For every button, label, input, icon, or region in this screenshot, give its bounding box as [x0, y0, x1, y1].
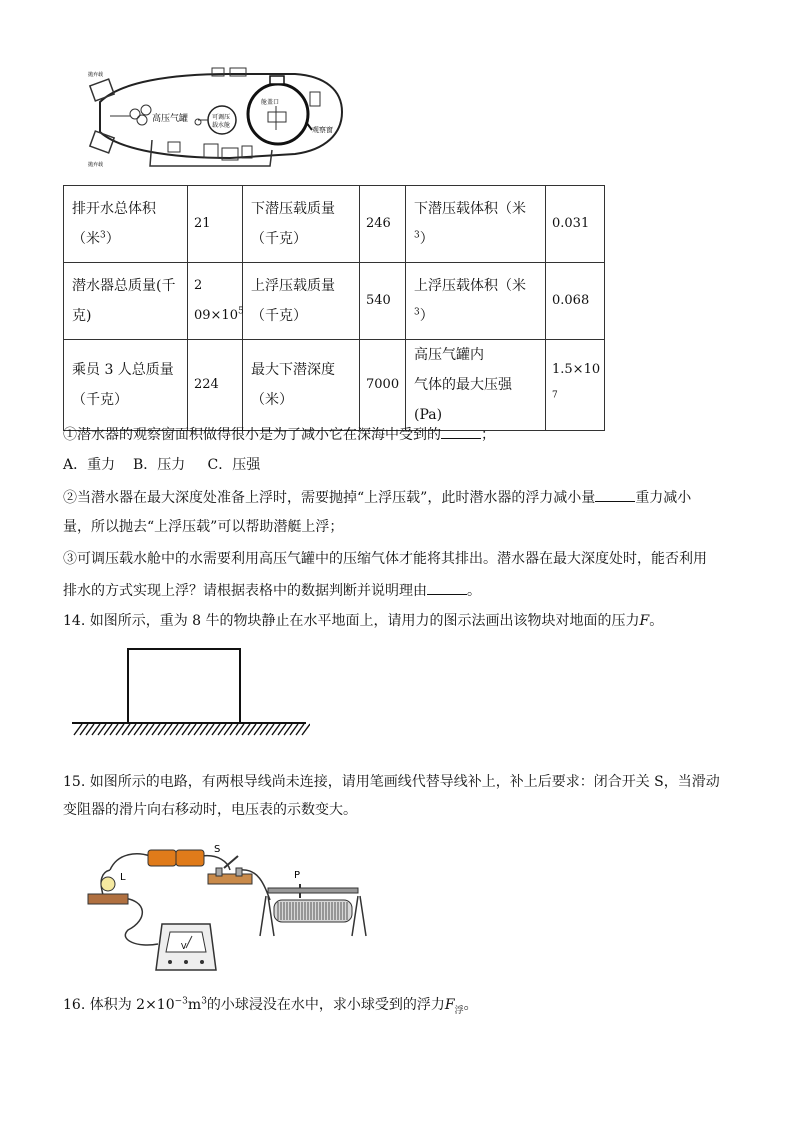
gas-tank-3 — [137, 115, 147, 125]
gas-tank-2 — [141, 105, 151, 115]
ballast-label-1: 可调压 — [212, 114, 231, 121]
table-cell: 上浮压载质量 （千克） — [243, 263, 360, 340]
table-cell: 潜水器总质量(千 克) — [64, 263, 188, 340]
table-cell: 上浮压载体积（米$^3$） — [406, 263, 546, 340]
q1-options — [63, 455, 260, 475]
ballast-label-2: 载水舱 — [212, 122, 231, 129]
table-cell: 2 $09\times 10^5$ — [188, 263, 243, 340]
label-s: S — [214, 844, 221, 855]
table-cell: 高压气罐内 气体的最大压强(Pa) — [406, 340, 546, 431]
gas-tank-1 — [130, 109, 140, 119]
option-a: A．重力 — [63, 457, 116, 473]
label-v: V — [181, 942, 187, 951]
table-row — [64, 186, 605, 263]
left-label-top: 抛弃载 — [88, 72, 104, 78]
table-row — [64, 263, 605, 340]
battery-cell — [148, 850, 176, 866]
answer-blank[interactable] — [441, 424, 481, 439]
table-cell: 7000 — [360, 340, 406, 431]
q2-line1: ②当潜水器在最大深度处准备上浮时，需要抛掉“上浮压载”，此时潜水器的浮力减小量 重力减小 — [63, 487, 691, 508]
rheostat-bar — [268, 888, 358, 893]
table-cell: 乘员 3 人总质量 （千克） — [64, 340, 188, 431]
battery-cell — [176, 850, 204, 866]
table-row — [64, 340, 605, 431]
rheostat-coil — [274, 900, 352, 922]
q1-text: ①潜水器的观察窗面积做得很小是为了减小它在深海中受到的 ； — [63, 424, 495, 445]
q3-line1: ③可调压载水舱中的水需要利用高压气罐中的压缩气体才能将其排出。潜水器在最大深度处时，能否利用 — [63, 551, 707, 567]
q14-text: 14. 如图所示，重为 8 牛的物块静止在水平地面上，请用力的图示法画出该物块对地面的压力F。 — [63, 613, 664, 629]
q15-line2: 变阻器的滑片向右移动时，电压表的示数变大。 — [63, 802, 357, 818]
switch-base — [208, 874, 252, 884]
answer-blank[interactable] — [427, 580, 467, 595]
q16-text: 16. 体积为 $2\times 10^{-3}m^3$的小球浸没在水中，求小球受到的浮力$F_浮$。 — [63, 996, 478, 1016]
tail-fin-top — [90, 79, 114, 101]
tank-label: 高压气罐 — [152, 114, 189, 124]
circuit-figure — [78, 840, 378, 980]
option-c: C．压强 — [207, 457, 261, 473]
q15-line1: 15. 如图所示的电路，有两根导线尚未连接，请用笔画线代替导线补上，补上后要求：闭合开关 S，当滑动 — [63, 774, 720, 790]
block — [128, 649, 240, 723]
label-l: L — [120, 872, 126, 883]
table-cell: 0.031 — [546, 186, 605, 263]
submarine-diagram — [80, 62, 350, 172]
table-cell: 540 — [360, 263, 406, 340]
ground-hatch — [74, 724, 310, 735]
table-cell: 下潜压载体积（米$^3$） — [406, 186, 546, 263]
cabin-label: 舱盖口 — [261, 99, 280, 106]
wire — [122, 898, 158, 945]
table-cell: 最大下潜深度 （米） — [243, 340, 360, 431]
q2-line2: 量，所以抛去“上浮压载”可以帮助潜艇上浮； — [63, 519, 344, 535]
window-label: 观察窗 — [312, 126, 333, 134]
bulb-base — [88, 894, 128, 904]
table-cell: 224 — [188, 340, 243, 431]
wire — [110, 854, 150, 870]
bulb — [101, 877, 115, 891]
left-label-bottom: 抛弃载 — [88, 162, 104, 168]
option-b: B．压力 — [132, 457, 186, 473]
label-p: P — [294, 870, 301, 881]
specs-table — [63, 185, 605, 431]
table-cell: 下潜压载质量 （千克） — [243, 186, 360, 263]
block-on-ground-figure — [70, 645, 310, 741]
answer-blank[interactable] — [595, 487, 635, 502]
q3-line2: 排水的方式实现上浮？请根据表格中的数据判断并说明理由 。 — [63, 580, 481, 601]
table-cell: 21 — [188, 186, 243, 263]
table-cell: 246 — [360, 186, 406, 263]
table-cell: 排开水总体积 （米$^3$） — [64, 186, 188, 263]
crew-sphere — [248, 84, 308, 144]
table-cell: 0.068 — [546, 263, 605, 340]
table-cell: 1.5×10 $^7$ — [546, 340, 605, 431]
